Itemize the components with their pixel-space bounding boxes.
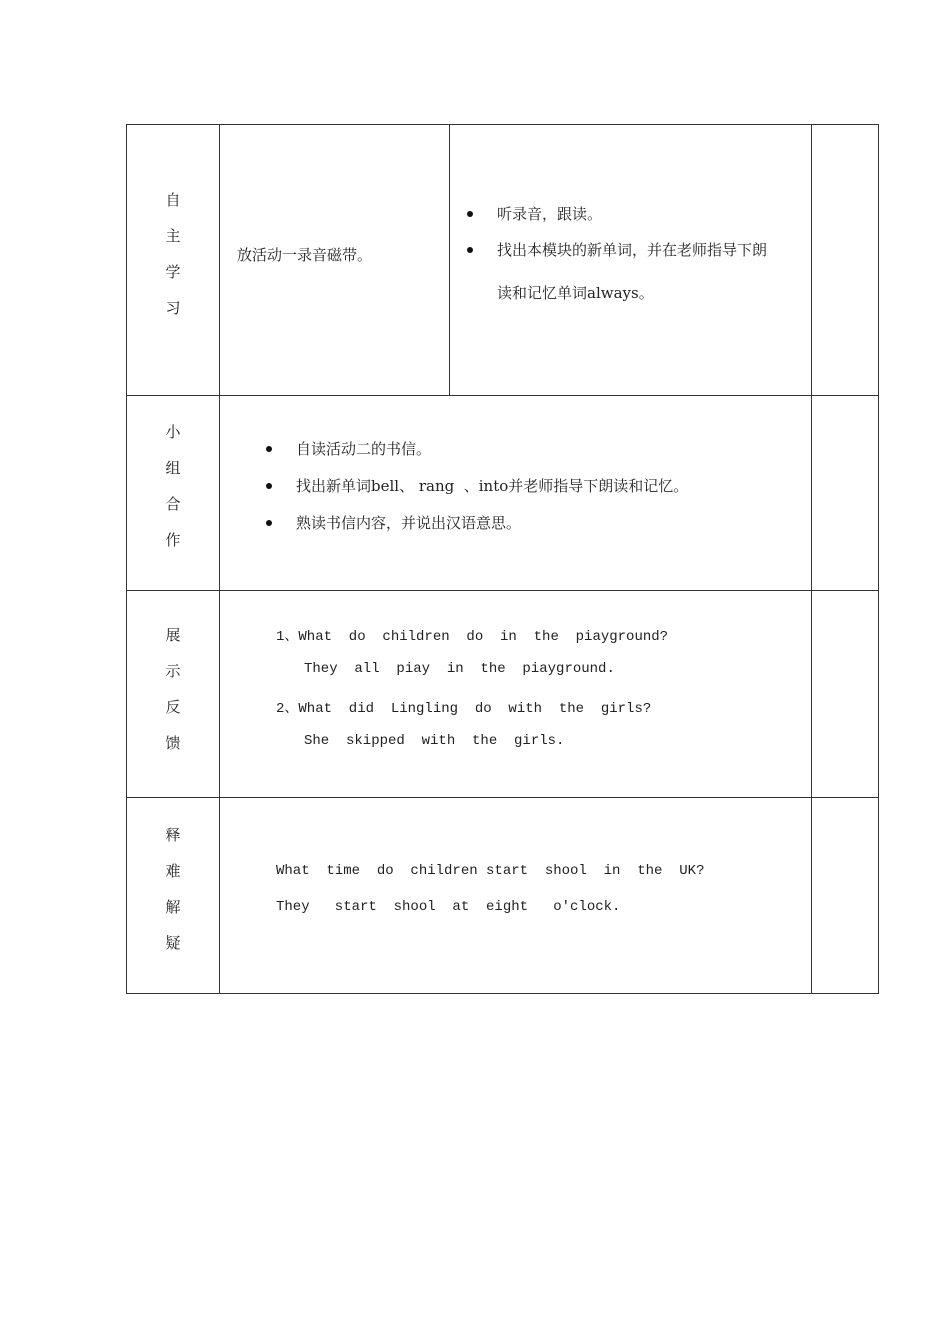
list-item: 熟读书信内容，并说出汉语意思。 <box>266 511 688 548</box>
answer-2: She skipped with the girls. <box>304 733 565 749</box>
bullet-icon <box>266 446 272 452</box>
label-char: 习 <box>165 299 181 317</box>
answer-3: They start shool at eight o'clock. <box>276 899 621 915</box>
label-char: 展 <box>165 626 181 644</box>
label-char: 作 <box>165 531 181 549</box>
question-1: 1、What do children do in the piayground? <box>276 629 669 645</box>
row-label-difficulties <box>127 817 219 961</box>
table-border-bottom <box>126 993 879 994</box>
table-border-right <box>878 124 879 994</box>
list-item: 找出新单词bell、 rang 、into并老师指导下朗读和记忆。 <box>266 474 688 511</box>
row-divider-3 <box>126 797 879 798</box>
list-item: 自读活动二的书信。 <box>266 437 688 474</box>
bullet-icon <box>467 211 473 217</box>
list-item: 找出本模块的新单词，并在老师指导下朗 <box>467 238 767 274</box>
answer-1: They all piay in the piayground. <box>304 661 615 677</box>
question-2: 2、What did Lingling do with the girls? <box>276 701 652 717</box>
row-label-group-work <box>127 414 219 558</box>
label-char: 示 <box>165 662 181 680</box>
label-char: 疑 <box>165 934 181 952</box>
row-label-self-study <box>127 182 219 326</box>
table-border-top <box>126 124 879 125</box>
label-char: 反 <box>165 698 181 716</box>
label-char: 组 <box>165 459 181 477</box>
label-char: 自 <box>165 191 181 209</box>
label-char: 学 <box>165 263 181 281</box>
label-char: 主 <box>165 227 181 245</box>
activity-column-divider <box>449 124 450 396</box>
label-column-divider <box>219 124 220 994</box>
question-3: What time do children start shool in the UK? <box>276 863 705 879</box>
label-char: 小 <box>165 423 181 441</box>
student-activity-list <box>467 202 767 274</box>
label-char: 难 <box>165 862 181 880</box>
label-char: 释 <box>165 826 181 844</box>
teacher-activity-text: 放活动一录音磁带。 <box>237 246 373 264</box>
list-item: 听录音，跟读。 <box>467 202 767 238</box>
row-label-presentation <box>127 617 219 761</box>
student-activity-continuation: 读和记忆单词always。 <box>497 284 654 302</box>
bullet-icon <box>266 483 272 489</box>
label-char: 馈 <box>165 734 181 752</box>
remarks-column-divider <box>811 124 812 994</box>
row-divider-1 <box>126 395 879 396</box>
label-char: 合 <box>165 495 181 513</box>
label-char: 解 <box>165 898 181 916</box>
bullet-icon <box>266 520 272 526</box>
group-work-list <box>266 437 688 548</box>
row-divider-2 <box>126 590 879 591</box>
bullet-icon <box>467 247 473 253</box>
